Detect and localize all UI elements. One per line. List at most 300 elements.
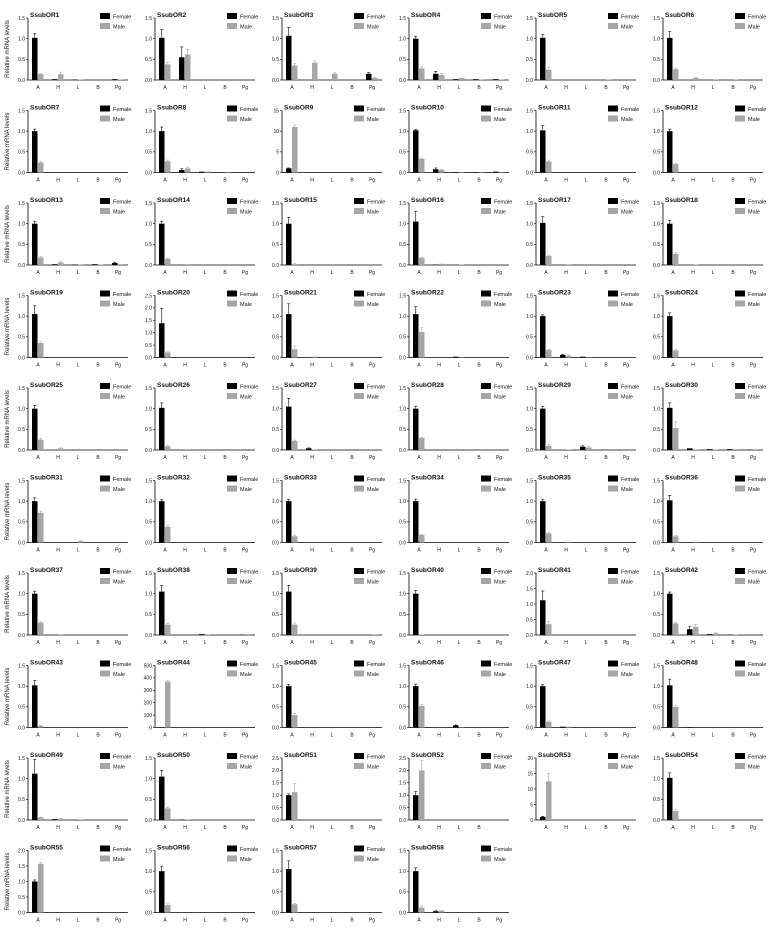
legend-label-female: Female (113, 847, 132, 853)
y-tick-label: 1.5 (653, 385, 660, 392)
x-tick-label: H (564, 825, 568, 831)
x-tick-label: H (564, 362, 568, 369)
x-tick-label: Pg (622, 270, 630, 276)
x-tick-label: H (437, 917, 441, 924)
y-tick-label: 1.5 (526, 586, 533, 593)
panel-title: SsubOR40 (411, 567, 444, 574)
y-tick-label: 0.5 (18, 334, 25, 341)
legend-label-female: Female (240, 199, 259, 206)
y-tick-label: 1.5 (399, 848, 406, 855)
bar-female-a (286, 869, 292, 912)
bar-male-a (38, 623, 44, 635)
x-tick-label: L (457, 547, 461, 554)
x-tick-label: L (203, 362, 207, 369)
bar-male-pg (753, 449, 759, 450)
panel-title: SsubOR45 (284, 659, 317, 667)
panel-ssubor31 (5, 475, 131, 554)
panel-title: SsubOR42 (665, 567, 698, 574)
legend-swatch-male (100, 486, 110, 492)
legend-swatch-male (735, 763, 745, 769)
panel-ssubor7 (5, 105, 131, 184)
legend-label-male: Male (621, 764, 633, 771)
x-tick-label: B (223, 455, 227, 461)
y-tick-label: 5 (530, 802, 533, 809)
bar-male-a (38, 74, 44, 80)
x-tick-label: B (350, 270, 354, 276)
y-tick-label: 10 (527, 786, 533, 793)
x-tick-label: A (36, 270, 40, 276)
panel-title: SsubOR47 (538, 659, 571, 667)
y-axis-label: Relative mRNA levels (5, 575, 11, 633)
y-axis-label: Relative mRNA levels (5, 760, 11, 818)
y-tick-label: 1.0 (145, 36, 152, 43)
bar-male-h (439, 75, 445, 80)
legend-label-female: Female (113, 477, 132, 483)
bar-male-a (419, 770, 425, 820)
x-tick-label: B (96, 547, 100, 554)
x-tick-label: L (711, 640, 715, 646)
bar-female-pg (112, 263, 118, 265)
x-tick-label: L (711, 85, 715, 91)
legend-swatch-male (354, 763, 364, 769)
x-tick-label: H (183, 732, 187, 739)
bar-male-a (546, 256, 552, 265)
x-tick-label: H (183, 362, 187, 369)
y-tick-label: 1.0 (18, 36, 25, 43)
y-tick-label: 0.5 (653, 334, 660, 341)
legend-swatch-male (100, 856, 110, 862)
panel-title: SsubOR1 (30, 12, 60, 19)
x-tick-label: L (203, 270, 207, 276)
legend-label-male: Male (367, 117, 379, 123)
legend-swatch-female (227, 198, 237, 204)
y-tick-label: 1.0 (272, 313, 279, 320)
legend-label-male: Male (240, 24, 252, 31)
y-tick-label: 0.0 (18, 170, 25, 177)
x-tick-label: H (183, 455, 187, 461)
bar-female-a (540, 223, 546, 265)
x-tick-label: H (437, 732, 441, 739)
x-tick-label: B (731, 825, 735, 831)
x-tick-label: Pg (368, 917, 376, 924)
legend-swatch-male (735, 578, 745, 584)
y-tick-label: 0.5 (399, 242, 406, 249)
y-tick-label: 0.0 (526, 170, 533, 177)
panel-title: SsubOR48 (665, 659, 698, 667)
y-tick-label: 1.5 (145, 200, 152, 207)
y-tick-label: 0.5 (526, 617, 533, 624)
x-tick-label: H (56, 455, 60, 461)
legend-label-female: Female (748, 199, 767, 206)
legend-swatch-female (481, 198, 491, 204)
y-tick-label: 0.0 (145, 262, 152, 269)
x-tick-label: L (76, 85, 80, 91)
bar-female-a (413, 501, 419, 542)
x-tick-label: L (76, 455, 80, 461)
bar-female-a (540, 409, 546, 450)
legend-swatch-female (481, 13, 491, 19)
y-tick-label: 0.5 (145, 612, 152, 619)
y-tick-label: 0.0 (272, 262, 279, 269)
bar-female-a (32, 774, 38, 820)
x-tick-label: H (183, 917, 187, 924)
x-tick-label: Pg (495, 85, 503, 91)
y-tick-label: 0.0 (145, 632, 152, 639)
bar-male-a (673, 254, 679, 265)
x-tick-label: H (310, 362, 314, 369)
x-tick-label: B (604, 732, 608, 739)
bar-male-a (292, 625, 298, 635)
x-tick-label: Pg (241, 825, 249, 831)
y-tick-label: 0.5 (399, 519, 406, 526)
x-tick-label: H (437, 177, 441, 184)
legend-label-male: Male (240, 579, 252, 586)
legend-label-male: Male (494, 209, 506, 216)
y-tick-label: 1.5 (526, 108, 533, 115)
legend-swatch-female (227, 291, 237, 297)
y-tick-label: 0.0 (653, 170, 660, 177)
bar-male-l (78, 541, 84, 542)
legend-label-male: Male (113, 24, 125, 31)
legend-label-male: Male (621, 209, 633, 216)
y-tick-label: 0.0 (145, 77, 152, 84)
x-tick-label: A (671, 177, 675, 184)
x-tick-label: H (437, 547, 441, 554)
legend-label-female: Female (240, 569, 259, 576)
y-tick-label: 1.5 (18, 385, 25, 392)
legend-label-male: Male (748, 302, 760, 308)
panel-title: SsubOR29 (538, 382, 571, 389)
legend-label-male: Male (240, 117, 252, 123)
y-tick-label: 0.5 (18, 894, 25, 901)
panel-title: SsubOR46 (411, 659, 444, 667)
bar-female-l (453, 725, 459, 727)
y-tick-label: 5 (276, 149, 279, 156)
legend-swatch-male (608, 116, 618, 122)
legend-label-male: Male (367, 764, 379, 771)
y-tick-label: 0.0 (399, 910, 406, 917)
y-tick-label: 400 (143, 675, 152, 682)
bar-male-a (38, 864, 44, 913)
bar-male-h (58, 819, 64, 820)
y-tick-label: 1.5 (526, 15, 533, 22)
y-tick-label: 0.5 (399, 704, 406, 711)
bar-female-a (540, 130, 546, 172)
legend-swatch-male (354, 578, 364, 584)
y-tick-label: 1.5 (145, 848, 152, 855)
y-tick-label: 0.0 (145, 355, 152, 362)
x-tick-label: A (163, 547, 167, 554)
y-tick-label: 0.0 (526, 540, 533, 547)
bar-female-l (707, 634, 713, 635)
legend-label-female: Female (494, 14, 513, 21)
panel-title: SsubOR49 (30, 752, 63, 759)
bar-male-h (312, 357, 318, 358)
legend-label-male: Male (113, 764, 125, 771)
y-tick-label: 1.0 (526, 313, 533, 320)
y-tick-label: 0.0 (272, 540, 279, 547)
y-tick-label: 1.5 (145, 755, 152, 762)
bar-male-a (673, 811, 679, 820)
bar-male-h (185, 449, 191, 450)
x-tick-label: L (711, 547, 715, 554)
y-tick-label: 1.0 (18, 406, 25, 413)
legend-swatch-female (735, 13, 745, 19)
y-tick-label: 1.0 (145, 128, 152, 135)
panel-title: SsubOR16 (411, 197, 444, 204)
legend-swatch-male (481, 671, 491, 677)
bar-female-l (453, 357, 459, 358)
legend-label-female: Female (113, 569, 132, 576)
x-tick-label: L (330, 177, 334, 184)
legend-swatch-male (481, 486, 491, 492)
panel-title: SsubOR27 (284, 382, 317, 389)
x-tick-label: H (56, 362, 60, 369)
legend-swatch-male (481, 763, 491, 769)
legend-swatch-male (227, 393, 237, 399)
x-tick-label: A (671, 825, 675, 831)
bar-female-a (286, 224, 292, 265)
y-tick-label: 1.5 (653, 755, 660, 762)
legend-label-male: Male (748, 764, 760, 771)
panel-ssubor43 (5, 660, 131, 739)
legend-swatch-female (481, 383, 491, 389)
bar-female-l (453, 79, 459, 80)
y-tick-label: 20 (527, 755, 533, 762)
legend-swatch-male (354, 208, 364, 214)
bar-male-a (419, 159, 425, 173)
legend-label-female: Female (621, 384, 640, 391)
y-tick-label: 0.0 (399, 170, 406, 177)
bar-male-a (165, 64, 171, 80)
x-tick-label: A (417, 362, 421, 369)
x-tick-label: A (544, 825, 548, 831)
y-tick-label: 1.0 (653, 776, 660, 783)
x-tick-label: A (544, 270, 548, 276)
panel-title: SsubOR32 (157, 474, 190, 482)
legend-label-male: Male (240, 857, 252, 863)
legend-label-male: Male (367, 579, 379, 586)
x-tick-label: A (163, 270, 167, 276)
x-tick-label: H (564, 177, 568, 184)
y-tick-label: 1.5 (18, 663, 25, 670)
x-tick-label: Pg (749, 270, 757, 276)
y-tick-label: 1.5 (653, 15, 660, 22)
bar-female-h (433, 74, 439, 80)
legend-label-female: Female (240, 107, 259, 113)
panel-ssubor47 (526, 660, 639, 739)
y-tick-label: 0.0 (653, 540, 660, 547)
x-tick-label: L (330, 85, 334, 91)
x-tick-label: L (711, 270, 715, 276)
panel-title: SsubOR52 (411, 752, 444, 759)
x-tick-label: A (163, 362, 167, 369)
x-tick-label: Pg (114, 917, 122, 924)
bar-female-a (32, 224, 38, 265)
bar-female-a (540, 817, 546, 820)
legend-label-male: Male (113, 579, 125, 586)
y-tick-label: 1.5 (526, 385, 533, 392)
bar-male-h (185, 168, 191, 172)
y-tick-label: 1.5 (399, 570, 406, 577)
panel-title: SsubOR22 (411, 289, 444, 297)
y-tick-label: 1.0 (653, 128, 660, 135)
bar-male-a (165, 808, 171, 820)
y-tick-label: 0.0 (399, 540, 406, 547)
bar-female-h (560, 727, 566, 728)
bar-female-a (32, 38, 38, 80)
x-tick-label: H (56, 547, 60, 554)
bar-male-l (713, 633, 719, 635)
bar-female-l (580, 447, 586, 450)
y-tick-label: 1.0 (653, 36, 660, 43)
y-tick-label: 15 (527, 771, 533, 778)
x-tick-label: A (163, 640, 167, 646)
x-tick-label: B (731, 177, 735, 184)
x-tick-label: L (203, 732, 207, 739)
bar-female-a (286, 168, 292, 172)
bar-male-a (419, 535, 425, 542)
x-tick-label: A (417, 640, 421, 646)
y-tick-label: 0.5 (145, 149, 152, 156)
panel-ssubor38 (145, 567, 258, 646)
legend-swatch-male (100, 116, 110, 122)
bar-female-a (159, 501, 165, 542)
x-tick-label: B (604, 177, 608, 184)
y-tick-label: 1.5 (272, 848, 279, 855)
y-tick-label: 0.5 (399, 889, 406, 896)
y-tick-label: 0.5 (18, 519, 25, 526)
bar-female-a (540, 600, 546, 635)
y-tick-label: 1.5 (399, 478, 406, 485)
x-tick-label: L (76, 732, 80, 739)
legend-swatch-female (608, 198, 618, 204)
y-tick-label: 0.5 (526, 57, 533, 64)
legend-label-female: Female (494, 292, 513, 298)
x-tick-label: Pg (114, 547, 122, 554)
panel-title: SsubOR5 (538, 12, 568, 19)
x-tick-label: Pg (749, 362, 757, 369)
legend-label-male: Male (367, 857, 379, 863)
y-tick-label: 1.5 (18, 755, 25, 762)
panel-ssubor24 (653, 290, 766, 369)
x-tick-label: H (56, 85, 60, 91)
x-tick-label: A (671, 732, 675, 739)
legend-swatch-male (608, 578, 618, 584)
legend-label-female: Female (367, 199, 386, 206)
y-tick-label: 1.5 (653, 570, 660, 577)
bar-male-a (673, 707, 679, 728)
legend-swatch-male (227, 301, 237, 307)
x-tick-label: B (223, 177, 227, 184)
legend-swatch-female (100, 291, 110, 297)
x-tick-label: H (437, 455, 441, 461)
x-tick-label: L (76, 547, 80, 554)
x-tick-label: L (584, 362, 588, 369)
bar-male-a (292, 715, 298, 727)
legend-swatch-male (608, 393, 618, 399)
bar-male-h (693, 627, 699, 635)
legend-label-female: Female (367, 754, 386, 761)
y-tick-label: 1.0 (399, 683, 406, 690)
panel-title: SsubOR57 (284, 844, 317, 852)
legend-label-female: Female (367, 847, 386, 853)
bar-male-a (419, 706, 425, 727)
legend-label-female: Female (113, 662, 132, 668)
panel-ssubor34 (399, 475, 512, 554)
bar-male-a (38, 343, 44, 357)
y-tick-label: 0.5 (653, 519, 660, 526)
y-tick-label: 2.0 (18, 848, 25, 855)
x-tick-label: L (584, 455, 588, 461)
panel-ssubor51 (272, 752, 385, 831)
x-tick-label: L (330, 362, 334, 369)
legend-swatch-female (354, 106, 364, 112)
x-tick-label: H (56, 825, 60, 831)
legend-swatch-male (354, 116, 364, 122)
y-tick-label: 0.0 (18, 540, 25, 547)
bar-male-a (673, 164, 679, 172)
x-tick-label: Pg (368, 362, 376, 369)
bar-male-h (58, 74, 64, 80)
legend-label-male: Male (748, 672, 760, 678)
bar-male-a (546, 446, 552, 450)
legend-label-male: Male (621, 302, 633, 308)
x-tick-label: A (544, 85, 548, 91)
y-tick-label: 0.5 (526, 704, 533, 711)
bar-female-a (413, 409, 419, 450)
x-tick-label: A (671, 547, 675, 554)
y-tick-label: 0.5 (145, 342, 152, 349)
y-tick-label: 1.0 (526, 498, 533, 505)
x-tick-label: B (604, 270, 608, 276)
panel-ssubor46 (399, 660, 512, 739)
panel-ssubor16 (399, 197, 512, 276)
x-tick-label: Pg (749, 825, 757, 831)
y-tick-label: 1.0 (526, 406, 533, 413)
x-tick-label: Pg (622, 547, 630, 554)
legend-label-male: Male (494, 764, 506, 771)
x-tick-label: B (477, 177, 481, 184)
legend-label-female: Female (494, 754, 513, 761)
x-tick-label: H (310, 640, 314, 646)
legend-label-female: Female (367, 384, 386, 391)
y-tick-label: 300 (143, 688, 152, 695)
legend-swatch-male (100, 671, 110, 677)
x-tick-label: L (457, 362, 461, 369)
panel-title: SsubOR8 (157, 104, 187, 112)
bar-female-a (667, 685, 673, 727)
legend-label-female: Female (367, 14, 386, 21)
x-tick-label: B (350, 640, 354, 646)
legend-swatch-male (735, 208, 745, 214)
legend-label-male: Male (494, 24, 506, 31)
x-tick-label: L (203, 455, 207, 461)
bar-female-a (413, 222, 419, 265)
y-tick-label: 1.5 (272, 478, 279, 485)
panel-ssubor3 (272, 12, 385, 91)
y-tick-label: 1.0 (145, 498, 152, 505)
y-tick-label: 0.5 (18, 797, 25, 804)
y-tick-label: 0.5 (272, 805, 279, 812)
legend-label-female: Female (748, 107, 767, 113)
bar-female-a (32, 594, 38, 635)
x-tick-label: A (290, 640, 294, 646)
x-tick-label: B (350, 177, 354, 184)
x-tick-label: Pg (368, 270, 376, 276)
legend-swatch-male (735, 486, 745, 492)
bar-male-pg (372, 78, 378, 80)
